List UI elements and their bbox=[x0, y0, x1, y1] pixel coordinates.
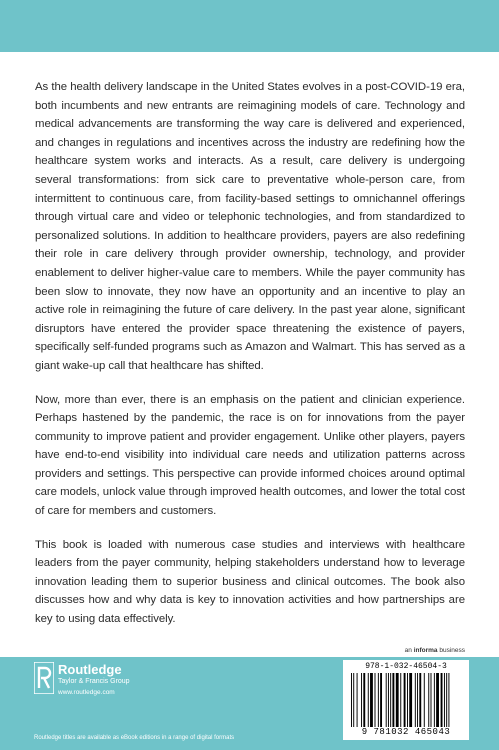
barcode-stripe bbox=[392, 673, 394, 727]
barcode-stripe bbox=[353, 673, 354, 727]
back-cover-blurb bbox=[35, 78, 465, 644]
informa-tagline: an informa business bbox=[404, 647, 465, 654]
barcode-stripe bbox=[363, 673, 365, 727]
barcode-stripe bbox=[378, 673, 379, 727]
barcode-stripe bbox=[419, 673, 421, 727]
barcode-stripe bbox=[351, 673, 352, 727]
barcode-stripe bbox=[375, 673, 376, 727]
top-color-band bbox=[0, 0, 499, 52]
barcode-stripe bbox=[357, 673, 358, 727]
barcode-stripe bbox=[436, 673, 439, 727]
barcode-stripe bbox=[448, 673, 449, 727]
barcode-stripe bbox=[380, 673, 382, 727]
barcode-stripe bbox=[407, 673, 408, 727]
barcode-stripe bbox=[441, 673, 443, 727]
barcode-stripe bbox=[388, 673, 389, 727]
barcode-stripe bbox=[370, 673, 373, 727]
informa-brand: informa bbox=[413, 647, 438, 654]
publisher-group: Taylor & Francis Group bbox=[58, 678, 130, 685]
ebook-footnote: Routledge titles are available as eBook editions in a range of digital formats bbox=[34, 735, 235, 741]
barcode-stripe bbox=[386, 673, 387, 727]
blurb-paragraph-3: This book is loaded with numerous case studies and interviews with healthcare leaders from the payer community, helping stakeholders understand how to leverage innovation leading them to superior business and clinical outcomes. The book also discusses how and why data is key to innovation activities and how partnerships are key to using data effectively. bbox=[35, 538, 465, 626]
barcode-stripe bbox=[424, 673, 425, 727]
barcode-stripe bbox=[444, 673, 445, 727]
barcode-stripe bbox=[415, 673, 416, 727]
routledge-r-logo-icon bbox=[34, 662, 54, 694]
blurb-paragraph-2: Now, more than ever, there is an emphasis on the patient and clinician experience. Perhaps hastened by the pandemic, the race is on for innovations from the payer community to improve patient and provider engagement. Unlike other players, payers have end-to-end visibility into individual care needs and utilization patterns across providers and settings. This perspective can provide informed choices around optimal care models, unlock value through improved health outcomes, and lower the total cost of care for members and customers. bbox=[35, 393, 465, 518]
barcode-stripe bbox=[431, 673, 432, 727]
barcode-stripe bbox=[400, 673, 401, 727]
barcode-stripe bbox=[409, 673, 412, 727]
barcode-stripe bbox=[428, 673, 429, 727]
barcode-stripe bbox=[404, 673, 406, 727]
barcode-stripe bbox=[368, 673, 369, 727]
isbn-barcode bbox=[343, 660, 469, 740]
publisher-block bbox=[58, 662, 130, 697]
barcode-stripe bbox=[434, 673, 435, 727]
barcode-stripe bbox=[361, 673, 362, 727]
isbn-number: 978-1-032-46504-3 bbox=[365, 662, 447, 671]
barcode-stripe bbox=[396, 673, 399, 727]
publisher-name: Routledge bbox=[58, 662, 122, 677]
publisher-url: www.routledge.com bbox=[58, 689, 115, 696]
ean-digits: 9 781032 465043 bbox=[361, 727, 451, 737]
barcode-bars bbox=[351, 673, 461, 727]
blurb-paragraph-1: As the health delivery landscape in the United States evolves in a post-COVID-19 era, both incumbents and new entrants are reimagining models of care. Technology and medical advancements are transforming the way care is delivered and experienced, and changes in regulations and incentives across the industry are redefining how the healthcare system works and interacts. As a result, care delivery is undergoing several transformations: from sick care to preventative whole-person care, from intermittent to continuous care, from facility-based settings to omnichannel offerings through virtual care and video or telephonic technologies, and from standardized to personalized solutions. In addition to healthcare providers, payers are also redefining their role in care delivery through provider ownership, technology, and provider enablement to deliver higher-value care to members. While the payer community has been slow to innovate, they now have an opportunity and an incentive to play an active role in reimagining the future of care delivery. In the past year alone, significant disruptors have entered the provider space threatening the existence of payers, specifically self-funded programs such as Amazon and Walmart. This has served as a giant wake-up call that healthcare has shifted. bbox=[35, 81, 465, 372]
barcode-stripe bbox=[446, 673, 447, 727]
barcode-stripe bbox=[390, 673, 391, 727]
barcode-stripe bbox=[417, 673, 418, 727]
